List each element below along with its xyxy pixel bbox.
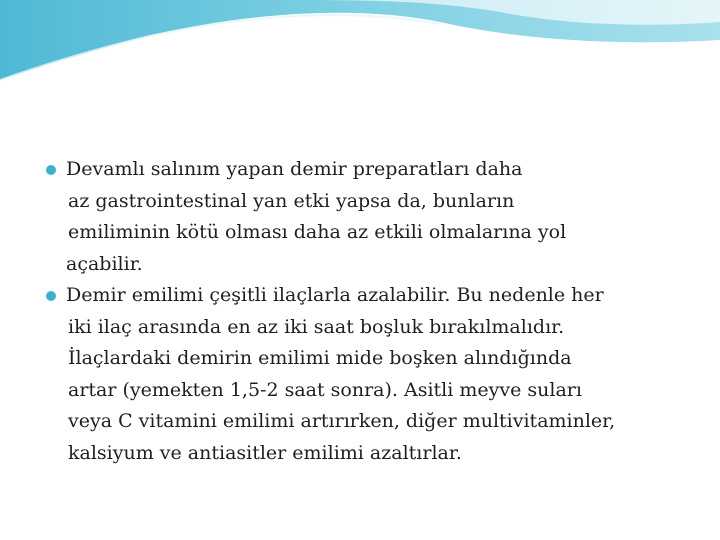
bullet-item (46, 280, 686, 469)
slide-body (46, 154, 686, 469)
bullet-text (66, 154, 686, 280)
bullet-dot-icon (46, 165, 56, 175)
bullet-line: az gastrointestinal yan etki yapsa da, bunların (68, 189, 515, 212)
bullet-line: açabilir. (66, 252, 143, 275)
bullet-line: artar (yemekten 1,5-2 saat sonra). Asitli meyve suları (68, 378, 582, 401)
bullet-line: İlaçlardaki demirin emilimi mide boşken alındığında (68, 347, 572, 369)
bullet-line: Devamlı salınım yapan demir preparatları daha (66, 158, 523, 180)
header-wave-decoration (0, 0, 720, 90)
bullet-text (66, 280, 686, 469)
bullet-line: iki ilaç arasında en az iki saat boşluk bırakılmalıdır. (68, 315, 565, 338)
bullet-line: veya C vitamini emilimi artırırken, diğer multivitaminler, (68, 410, 616, 432)
bullet-line: kalsiyum ve antiasitler emilimi azaltırlar. (68, 441, 462, 464)
bullet-line: emiliminin kötü olması daha az etkili olmalarına yol (68, 221, 567, 243)
bullet-item (46, 154, 686, 280)
bullet-dot-icon (46, 291, 56, 301)
bullet-line: Demir emilimi çeşitli ilaçlarla azalabilir. Bu nedenle her (66, 284, 604, 306)
